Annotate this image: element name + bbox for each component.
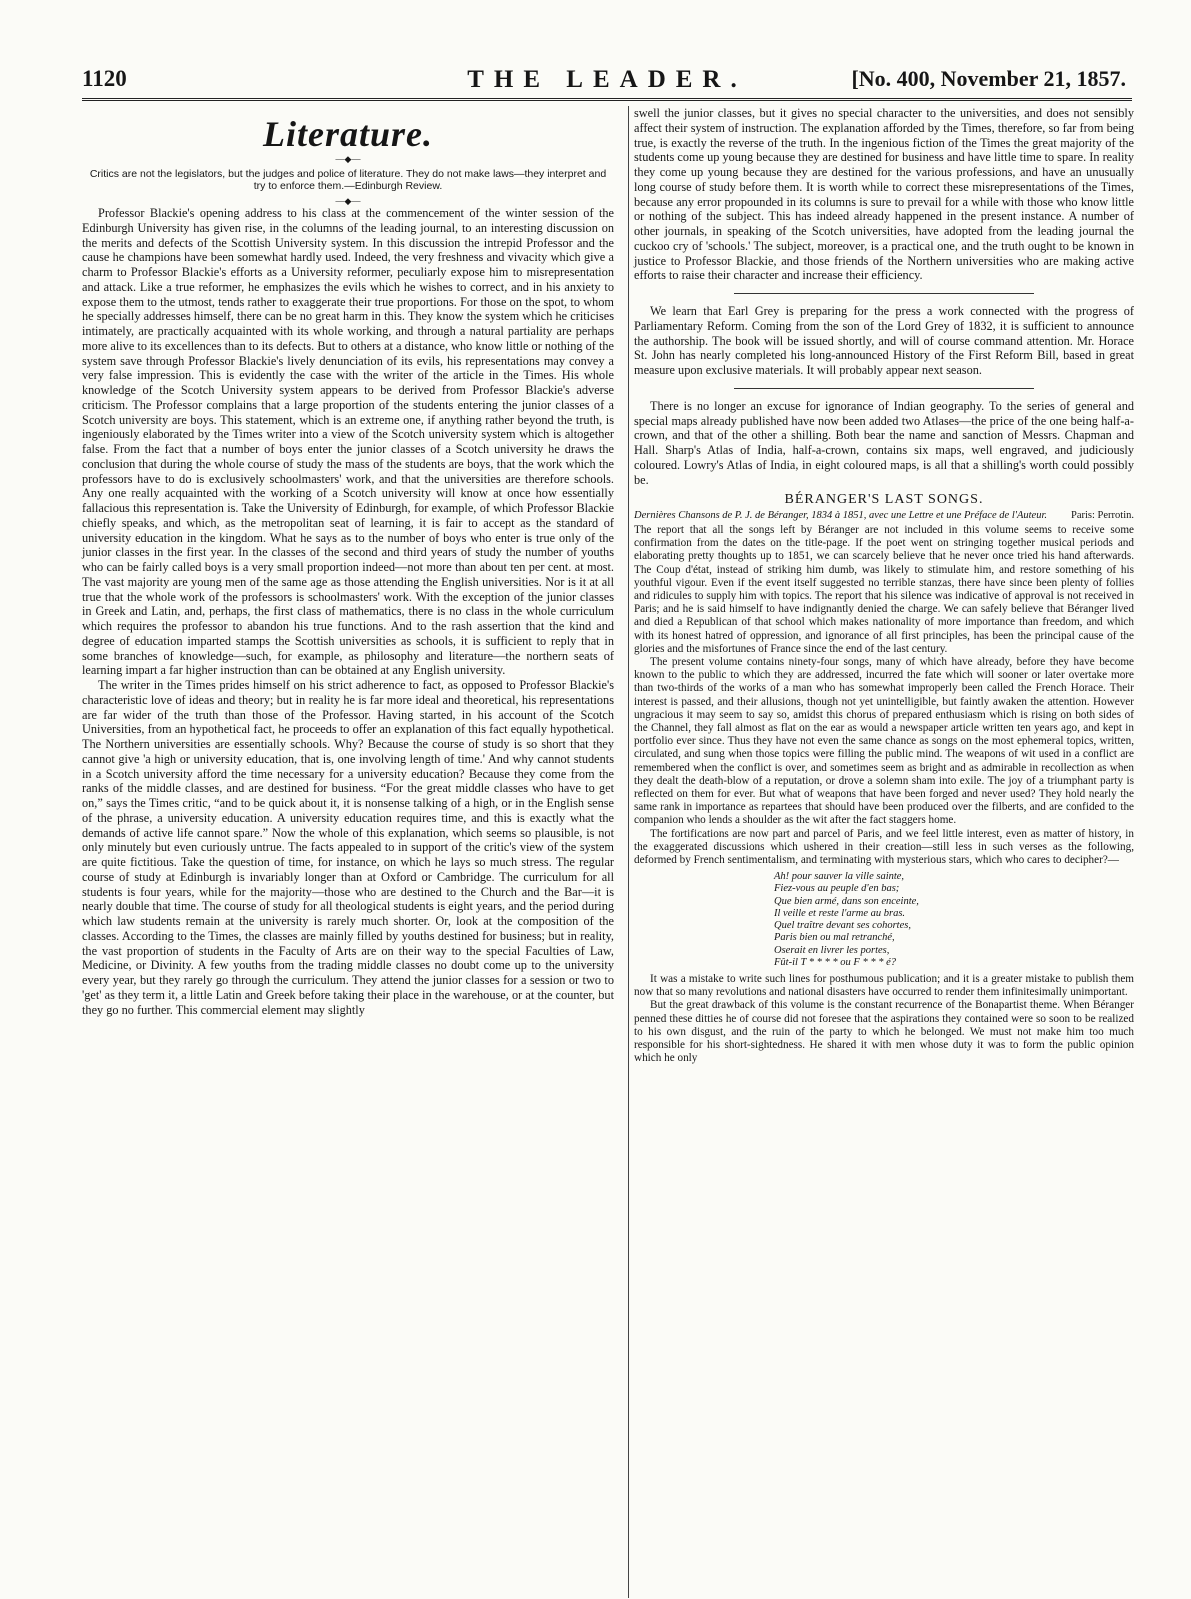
right-column [634,106,1134,1065]
review-title: BÉRANGER'S LAST SONGS. [784,492,984,508]
poem-line: Oserait en livrer les portes, [774,944,890,956]
poem-quote [774,871,1134,969]
poem-line: Quel traître devant ses cohortes, [774,920,911,932]
ornament: —◆— [335,196,361,206]
poem-line: Fiez-vous au peuple d'en bas; [774,883,900,895]
separator-rule [734,388,1034,389]
review-paragraph: It was a mistake to write such lines for posthumous publication; and it is a greater mistake to publish them now that so many revolutions and national disasters have occurred to render them infinitesimally unimportant. [634,972,1134,999]
page-number: 1120 [82,66,127,91]
review-paragraph: The present volume contains ninety-four songs, many of which have already, before they have become known to the public to which they are addressed, incurred the fate which will sooner or later overtake more than two-thirds of the works of a man who has somewhat improperly been called the French Horace. Their interest is passed, and their allusions, though not yet unintelligible, but faintly awaken the attention. However ungracious it may seem to say so, amidst this chorus of prepared enthusiasm which is rising on both sides of the Channel, they fall almost as flat on the ear as would a newspaper article written ten years ago, and kept in portfolio ever since. Thus they have not even the same chance as songs on the most ephemeral topics, written, circulated, and sung when those topics were filling the public mind. The weapons of wit used in a conflict are remembered when the conflict is over, and sometimes seem as bright and as admirable in recollection as when they dealt the death-blow of a reputation, or drove a solemn sham into exile. The joy of a triumphant party is reflected on them for ever. But what of weapons that have been forged and never used? They hold nearly the same rank in importance as repartees that should have been produced over the filberts, and are confided to the companion who lends a shoulder as the wit after the fact staggers home. [634,656,1134,827]
review-citation [634,510,1134,522]
literature-column [82,106,614,1017]
poem-line: Que bien armé, dans son enceinte, [774,895,919,907]
review-publisher: Paris: Perrotin. [1071,510,1134,521]
issue-line: [No. 400, November 21, 1857. [851,66,1126,91]
article-paragraph: Professor Blackie's opening address to his class at the commencement of the winter session of the Edinburgh University has given rise, in the columns of the leading journal, to an interesting discussion on the merits and defects of the Scottish University system. In this discussion the intrepid Professor and the cause he champions have been somewhat hardly used. Indeed, the very freshness and vivacity which give a charm to Professor Blackie's efforts as a University reformer, peculiarly expose him to misrepresentation and attack. Like a true reformer, he emphasizes the evils which he wishes to correct, and in his anxiety to expose them to the utmost, tends rather to exaggerate their true proportions. For those on the spot, to whom he specially addresses himself, there can be no great harm in this. They know the system which he criticises intimately, are practically acquainted with its whole working, and through a natural partiality are perhaps more alive to its excellences than to its defects. But to others at a distance, who know little or nothing of the system save through Professor Blackie's lively denunciation of its evils, his representations may convey a very false impression. This is evidently the case with the writer of the article in the Times. His whole knowledge of the Scotch University system appears to be derived from Professor Blackie's adverse criticism. The Professor complains that a large proportion of the students entering the junior classes of a Scotch university are boys. This statement, which is an extreme one, if anything rather beyond the truth, is ingeniously elaborated by the Times writer into a view of the Scotch university system which is altogether false. From the fact that a number of boys enter the junior classes of a Scotch university he draws the conclusion that during the whole course of study the mass of the students are boys, that the work which the professors have to do is exclusively schoolmasters' work, and that the universities are therefore schools. Any one really acquainted with the working of a Scotch university will know at once how essentially fallacious this representation is. Take the University of Edinburgh, for example, of which Professor Blackie chiefly speaks, and which, as the metropolitan seat of learning, it is fair to accept as the standard of university education in the kingdom. What he says as to the number of boys who enter is true only of the junior classes in the first year. In the classes of the second and third years of study the number of youths who can be fairly called boys is a very small proportion indeed—not more than about ten per cent. at most. The vast majority are young men of the same age as those attending the English universities. Nor is it at all true that the whole work of the professors is schoolmasters' work. With the exception of the junior classes in Greek and Latin, and, perhaps, the first class of mathematics, there is no class in the whole curriculum which requires the professor to abandon his true functions. And to the rash assertion that the kind and degree of education imparted stamps the Scottish universities as schools, it is sufficient to reply that in some branches of knowledge—such, for example, as philosophy and literature—the northern seats of learning impart a far higher instruction than can be obtained at any English university. [82,206,614,678]
review-paragraph: The fortifications are now part and parcel of Paris, and we feel little interest, even as matter of history, in the exaggerated discussions which ushered in their creation—still less in such verses as the following, deformed by French sentimentalism, and terminating with mysterious stars, which who cares to decipher?— [634,827,1134,867]
header-rule [82,98,1132,101]
column-divider [628,106,629,1598]
masthead: THE LEADER. [467,66,747,93]
review-paragraph: The report that all the songs left by Béranger are not included in this volume seems to receive some confirmation from the dates on the title-page. If the poet went on stringing together musical periods and elaborating pretty thoughts up to 1851, we can scarcely believe that he never once tried his hand afterwards. The Coup d'état, instead of striking him dumb, was likely to stimulate him, and restore something of his youthful vigour. Even if the event itself suggested no terrible stanzas, there have since been plenty of follies and ridicules to supply him with topics. The report that his silence was indicative of approval is not received in Paris; and he is said himself to have indignantly denied the charge. We can safely believe that Béranger lived and died a Republican of that school which makes nationality of more importance than freedom, and which with its honest hatred of oppression, and ignorance of all first principles, has been the principal cause of the glories and the misfortunes of France since the end of the last century. [634,524,1134,655]
poem-line: Ah! pour sauver la ville sainte, [774,871,905,883]
poem-line: Paris bien ou mal retranché, [774,932,895,944]
poem-line: Il veille et reste l'arme au bras. [774,907,906,919]
continuation-paragraph: swell the junior classes, but it gives no special character to the universities, and does not sensibly affect their system of instruction. The explanation afforded by the Times, therefore, so far from being true, is exactly the reverse of the truth. In the ingenious fiction of the Times the great majority of the students come up young because they are destined for business and have little time to spare. In reality they come up young because they are destined for the various professions, and have an unusually long course of study before them. It is worth while to correct these misrepresentations of the Times, because any error propounded in its columns is sure to prevail for a while with those who know little or nothing of the subject. This has indeed already happened in the present instance. A number of other journals, in speaking of the Scotch universities, have adopted from the leading journal the cuckoo cry of 'schools.' The subject, moreover, is a practical one, and the truth ought to be known in justice to Professor Blackie, and those friends of the Northern universities who are making active efforts to raise their character and increase their efficiency. [634,106,1134,283]
review-body [634,524,1134,1065]
page-header [82,66,1132,98]
note-maps: There is no longer an excuse for ignorance of Indian geography. To the series of general and special maps already published have now been added two Atlases—the price of the one being half-a-crown, and that of the other a shilling. Both bear the name and sanction of Messrs. Chapman and Hall. Sharp's Atlas of India, half-a-crown, contains six maps, well engraved, and judiciously coloured. Lowry's Atlas of India, in eight coloured maps, is all that a shilling's worth could possibly be. [634,398,1134,487]
review-paragraph: But the great drawback of this volume is the constant recurrence of the Bonapartist theme. When Béranger penned these ditties he of course did not foresee that the aspirations they contained were so soon to be realized to his own disgust, and the ruin of the party to which he belonged. We must not make him too much responsible for his short-sightedness. He shared it with men whose duty it was to form the public opinion which he only [634,999,1134,1065]
review-book-title: Dernières Chansons de P. J. de Béranger, 1834 à 1851, avec une Lettre et une Préface de l'Auteur. [634,510,1048,521]
separator-rule [734,293,1034,294]
epigraph: Critics are not the legislators, but the judges and police of literature. They do not make laws—they interpret and try to enforce them.—Edinburgh Review. [89,168,607,192]
section-title: Literature. [263,114,433,154]
poem-line: Fût-il T * * * * ou F * * * é? [774,956,897,968]
note-grey: We learn that Earl Grey is preparing for the press a work connected with the progress of Parliamentary Reform. Coming from the son of the Lord Grey of 1832, it is sufficient to announce the authorship. The book will be issued shortly, and will of course command attention. Mr. Horace St. John has nearly completed his long-announced History of the First Reform Bill, based in great measure upon exclusive materials. It will probably appear next season. [634,304,1134,377]
article-paragraph: The writer in the Times prides himself on his strict adherence to fact, as opposed to Professor Blackie's characteristic love of ideas and theory; but in reality he is far more ideal and theoretical, his representations are far wider of the truth than those of the Professor. Having started, in his account of the Scotch Universities, from an hypothetical fact, he proceeds to offer an explanation of this fact equally hypothetical. The Northern universities are essentially schools. Why? Because the course of study is so short that they cannot give 'a high or university education, that is, one involving length of time.' And why cannot students in a Scotch university afford the time necessary for a university education? Because they come from the ranks of the middle classes, and are destined for business. “For the great middle classes who have to get on,” says the Times critic, “and to be quick about it, it is nonsense talking of a high, or in the English sense of the phrase, a university education. A university education requires time, and this is exactly what the demands of active life cannot spare.” Now the whole of this explanation, which seems so plausible, is not only minutely but even curiously untrue. The facts appealed to in support of the critic's view of the system are quite fictitious. Take the question of time, for instance, on which he lays so much stress. The regular course of study at Edinburgh is invariably longer than at Oxford or Cambridge. The curriculum for all students is four years, while for the majority—those who are destined to the Church and the Bar—it is nearly double that time. The course of study for all theological students is eight years, and the period during which law students remain at the university is rarely much shorter. Or, look at the composition of the classes. According to the Times, the classes are mainly filled by youths destined for business; but in reality, the vast proportion of students in the Faculty of Arts are on their way to the special Faculties of Law, Medicine, or Divinity. A few youths from the trading middle classes no doubt come up to the university every year, but they rarely go through the curriculum. They attend the junior classes for a session or two to 'get' as they term it, a little Latin and Greek before taking their place in the warehouse, or at the counter, but they go no further. This commercial element may slightly [82,678,614,1017]
ornament: —◆— [335,154,361,164]
